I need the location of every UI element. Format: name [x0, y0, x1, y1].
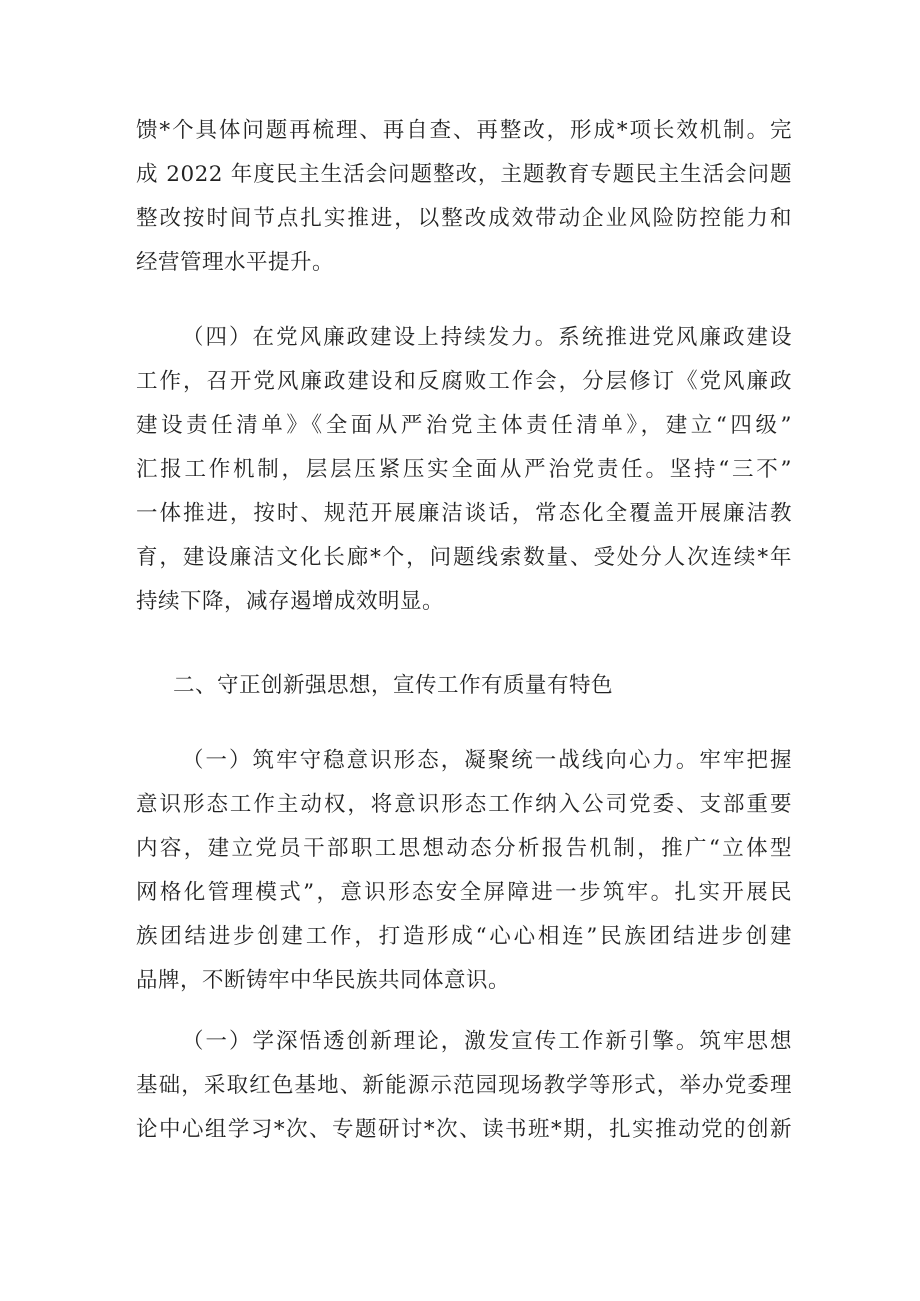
text-line: 基础，采取红色基地、新能源示范园现场教学等形式，举办党委理	[136, 1073, 792, 1098]
text-line: （四）在党风廉政建设上持续发力。系统推进党风廉政建设	[182, 325, 792, 350]
text-line: 内容，建立党员干部职工思想动态分析报告机制，推广“立体型	[136, 836, 792, 861]
text-line: 经营管理水平提升。	[136, 250, 335, 275]
text-line: （一）学深悟透创新理论，激发宣传工作新引擎。筑牢思想	[182, 1029, 792, 1054]
text-line: 工作，召开党风廉政建设和反腐败工作会，分层修订《党风廉政	[136, 369, 792, 394]
text-line: （一）筑牢守稳意识形态，凝聚统一战线向心力。牢牢把握	[182, 748, 792, 773]
text-line: 意识形态工作主动权，将意识形态工作纳入公司党委、支部重要	[136, 792, 792, 817]
text-line: 建设责任清单》《全面从严治党主体责任清单》，建立“四级”	[136, 413, 792, 438]
text-line: 一体推进，按时、规范开展廉洁谈话，常态化全覆盖开展廉洁教	[136, 501, 792, 526]
text-line: 馈*个具体问题再梳理、再自查、再整改，形成*项长效机制。完	[136, 118, 792, 143]
text-line: 成 2022 年度民主生活会问题整改，主题教育专题民主生活会问题	[136, 162, 792, 187]
text-line: 汇报工作机制，层层压紧压实全面从严治党责任。坚持“三不”	[136, 457, 792, 482]
paragraph-theory	[136, 1020, 792, 1152]
paragraph-ideology	[136, 739, 792, 1003]
heading-text: 二、守正创新强思想，宣传工作有质量有特色	[173, 673, 614, 698]
text-line: 网格化管理模式”，意识形态安全屏障进一步筑牢。扎实开展民	[136, 880, 792, 905]
text-line: 品牌，不断铸牢中华民族共同体意识。	[136, 968, 511, 993]
text-line: 持续下降，减存遏增成效明显。	[136, 589, 445, 614]
text-line: 论中心组学习*次、专题研讨*次、读书班*期，扎实推动党的创新	[136, 1117, 792, 1142]
paragraph-continuation	[136, 109, 792, 285]
paragraph-section-4	[136, 316, 792, 624]
text-line: 整改按时间节点扎实推进，以整改成效带动企业风险防控能力和	[136, 206, 792, 231]
section-heading	[136, 664, 792, 708]
text-line: 族团结进步创建工作，打造形成“心心相连”民族团结进步创建	[136, 924, 792, 949]
text-line: 育，建设廉洁文化长廊*个，问题线索数量、受处分人次连续*年	[136, 545, 792, 570]
